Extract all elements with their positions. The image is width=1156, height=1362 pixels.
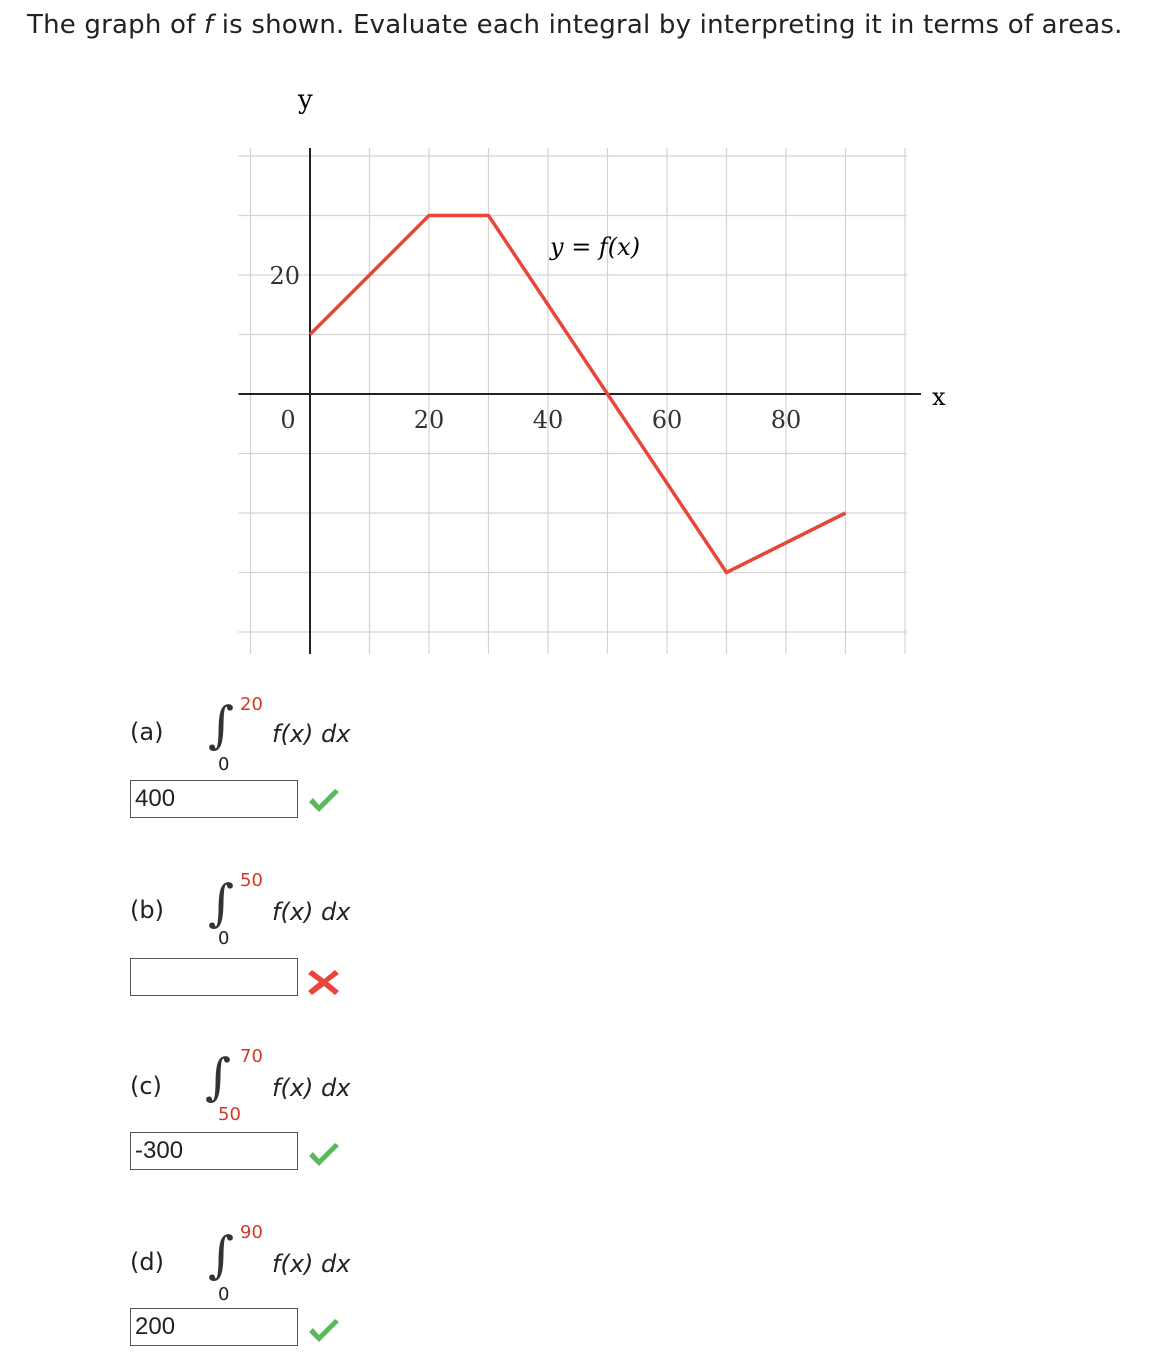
check-shape — [309, 789, 339, 812]
part-label: (b) — [130, 896, 164, 924]
upper-limit: 20 — [240, 694, 263, 715]
part-b — [0, 858, 600, 998]
y-axis-label: y — [298, 85, 313, 115]
graph-axes — [239, 148, 922, 654]
y-tick-label: 20 — [269, 262, 300, 290]
check-icon — [306, 1316, 342, 1346]
integrand: f(x) dx — [272, 1074, 351, 1102]
part-d — [0, 1210, 600, 1350]
x-tick-label: 80 — [770, 406, 802, 434]
check-icon — [306, 1140, 342, 1170]
function-graph — [0, 0, 1156, 680]
graph-grid — [239, 148, 908, 654]
lower-limit: 0 — [218, 1284, 230, 1305]
curve-label: y = f(x) — [550, 233, 641, 261]
integrand: f(x) dx — [272, 898, 351, 926]
answer-input-c[interactable] — [130, 1132, 298, 1170]
prompt-text-start: The graph of — [27, 10, 204, 40]
lower-limit: 0 — [218, 754, 230, 775]
origin-label: 0 — [280, 406, 296, 434]
part-label: (c) — [130, 1072, 162, 1100]
upper-limit: 70 — [240, 1046, 263, 1067]
prompt-text-end: is shown. Evaluate each integral by interpreting it in terms of areas. — [213, 10, 1123, 40]
cross-icon — [306, 966, 342, 996]
lower-limit: 50 — [218, 1104, 241, 1125]
part-label: (d) — [130, 1248, 164, 1276]
x-axis-label: x — [932, 383, 946, 411]
x-tick-label: 60 — [651, 406, 683, 434]
check-shape — [309, 1143, 339, 1166]
x-tick-label: 40 — [532, 406, 564, 434]
answer-input-b[interactable] — [130, 958, 298, 996]
part-label: (a) — [130, 718, 164, 746]
upper-limit: 90 — [240, 1222, 263, 1243]
check-icon — [306, 786, 342, 816]
part-a — [0, 680, 600, 820]
integral-sign-icon: ∫ — [205, 1048, 232, 1106]
x-tick-label: 20 — [413, 406, 445, 434]
integral-sign-icon: ∫ — [208, 874, 235, 932]
upper-limit: 50 — [240, 870, 263, 891]
lower-limit: 0 — [218, 928, 230, 949]
cross-shape — [308, 970, 339, 995]
integral-sign-icon: ∫ — [208, 1226, 235, 1284]
integrand: f(x) dx — [272, 1250, 351, 1278]
part-c — [0, 1034, 600, 1174]
answer-input-a[interactable] — [130, 780, 298, 818]
integral-sign-icon: ∫ — [208, 696, 235, 754]
prompt-function-name: f — [203, 10, 214, 40]
integrand: f(x) dx — [272, 720, 351, 748]
check-shape — [309, 1319, 339, 1342]
answer-input-d[interactable] — [130, 1308, 298, 1346]
